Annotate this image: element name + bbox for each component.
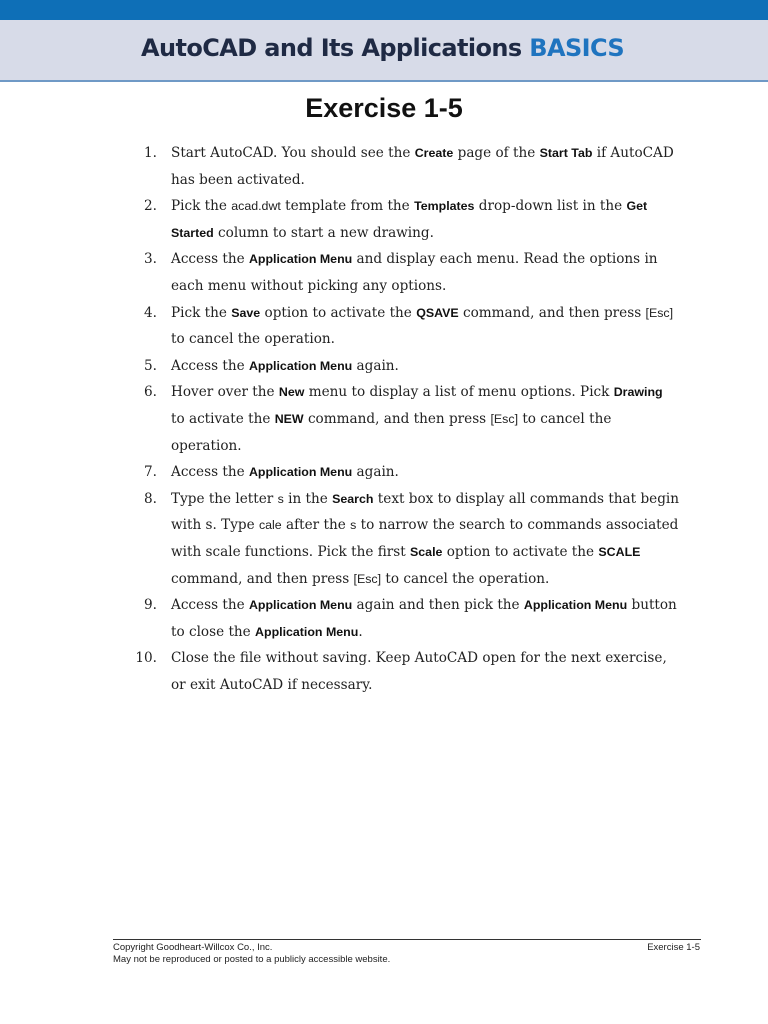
step-text: Type the letter (171, 490, 278, 507)
step-text: template from the (280, 198, 415, 215)
step-number: 8. (144, 490, 157, 507)
step-text: in the (283, 490, 333, 507)
step-item (120, 486, 680, 592)
step-typed-text: cale (258, 518, 282, 533)
step-text: again. (352, 357, 399, 374)
step-text: Start AutoCAD. You should see the (171, 145, 415, 161)
step-text: Pick the (171, 304, 232, 321)
step-number: 2. (144, 198, 157, 215)
step-item (120, 300, 680, 353)
step-text: Access the (171, 357, 249, 374)
step-item (120, 645, 680, 698)
step-number: 1. (144, 145, 157, 161)
step-keyword: NEW (274, 411, 304, 426)
step-keyword: Application Menu (248, 598, 353, 613)
step-text: option to activate the (442, 543, 599, 560)
step-number: 6. (144, 384, 157, 401)
step-text: again. (352, 464, 399, 481)
exercise-steps-list (120, 140, 680, 698)
step-keyword: Drawing (613, 385, 663, 400)
step-keyword: New (278, 385, 305, 400)
step-item (120, 193, 680, 246)
step-keyword: Application Menu (248, 252, 353, 267)
step-keyword: Start Tab (539, 146, 593, 160)
step-number: 3. (144, 251, 157, 268)
step-text: Access the (171, 251, 249, 268)
book-title-accent: BASICS (529, 34, 625, 62)
footer-copyright: Copyright Goodheart-Willcox Co., Inc. (113, 942, 273, 953)
step-item (120, 459, 680, 486)
step-keyword: Application Menu (248, 358, 353, 373)
step-typed-text: s (277, 491, 284, 506)
step-text: page of the (453, 145, 540, 161)
step-text: to cancel the operation. (381, 570, 550, 587)
step-text: command, and then press (458, 304, 646, 321)
step-keyword: Application Menu (255, 624, 359, 639)
step-text: again and then pick the (352, 597, 524, 614)
step-item (120, 140, 680, 193)
step-text: to activate the (171, 410, 275, 427)
step-number: 4. (144, 304, 157, 321)
step-text: Access the (171, 597, 249, 614)
step-keyword: QSAVE (416, 305, 459, 320)
step-text: Pick the (171, 198, 232, 215)
step-text: command, and then press (303, 410, 491, 427)
step-item (120, 353, 680, 380)
step-typed-text: [Esc] (645, 305, 674, 320)
step-text: if AutoCAD has been activated. (171, 145, 674, 188)
step-text: to cancel the operation. (171, 331, 335, 348)
header-banner (0, 20, 768, 82)
step-keyword: Get Started (171, 199, 648, 240)
step-typed-text: acad.dwt (231, 199, 281, 214)
step-text: and display each menu. Read the options in each menu without picking any options. (171, 251, 658, 294)
book-title-main: AutoCAD and Its Applications (141, 34, 522, 62)
footer-exercise-label: Exercise 1-5 (647, 942, 700, 953)
step-text: drop-down list in the (474, 198, 627, 215)
step-text: after the (281, 517, 351, 534)
step-number: 7. (144, 464, 157, 481)
step-keyword: Scale (410, 544, 443, 559)
step-text: Access the (171, 464, 249, 481)
step-keyword: Create (414, 146, 454, 160)
step-text: Close the file without saving. Keep AutoCAD open for the next exercise, or exit AutoCAD if necessary. (171, 650, 667, 693)
step-text: to cancel the operation. (171, 410, 612, 454)
step-text: column to start a new drawing. (213, 224, 434, 241)
step-text: . (358, 623, 363, 640)
step-keyword: SCALE (598, 544, 641, 559)
step-keyword: Application Menu (523, 598, 628, 613)
step-text: command, and then press (171, 570, 354, 587)
step-number: 5. (144, 357, 157, 374)
step-text: Hover over the (171, 384, 279, 401)
step-text: menu to display a list of menu options. Pick (304, 384, 614, 401)
step-text: to narrow the search to commands associated with scale functions. Pick the first (171, 517, 679, 560)
step-item (120, 246, 680, 299)
step-text: button to close the (171, 597, 677, 640)
step-item (120, 592, 680, 645)
exercise-title: Exercise 1-5 (305, 93, 463, 123)
step-typed-text: [Esc] (353, 571, 382, 586)
step-text: text box to display all commands that begin with s. Type (171, 490, 679, 534)
step-text: option to activate the (260, 304, 417, 321)
step-typed-text: s (350, 518, 357, 533)
step-keyword: Save (231, 305, 261, 320)
step-keyword: Templates (414, 199, 475, 214)
top-stripe (0, 0, 768, 20)
footer-divider (113, 939, 701, 940)
step-item (120, 379, 680, 459)
step-keyword: Application Menu (248, 465, 353, 480)
step-typed-text: [Esc] (490, 411, 519, 426)
step-keyword: Search (332, 491, 374, 506)
step-number: 10. (135, 650, 157, 667)
book-title (141, 34, 624, 62)
step-number: 9. (144, 597, 157, 614)
footer-notice: May not be reproduced or posted to a publicly accessible website. (113, 954, 391, 965)
